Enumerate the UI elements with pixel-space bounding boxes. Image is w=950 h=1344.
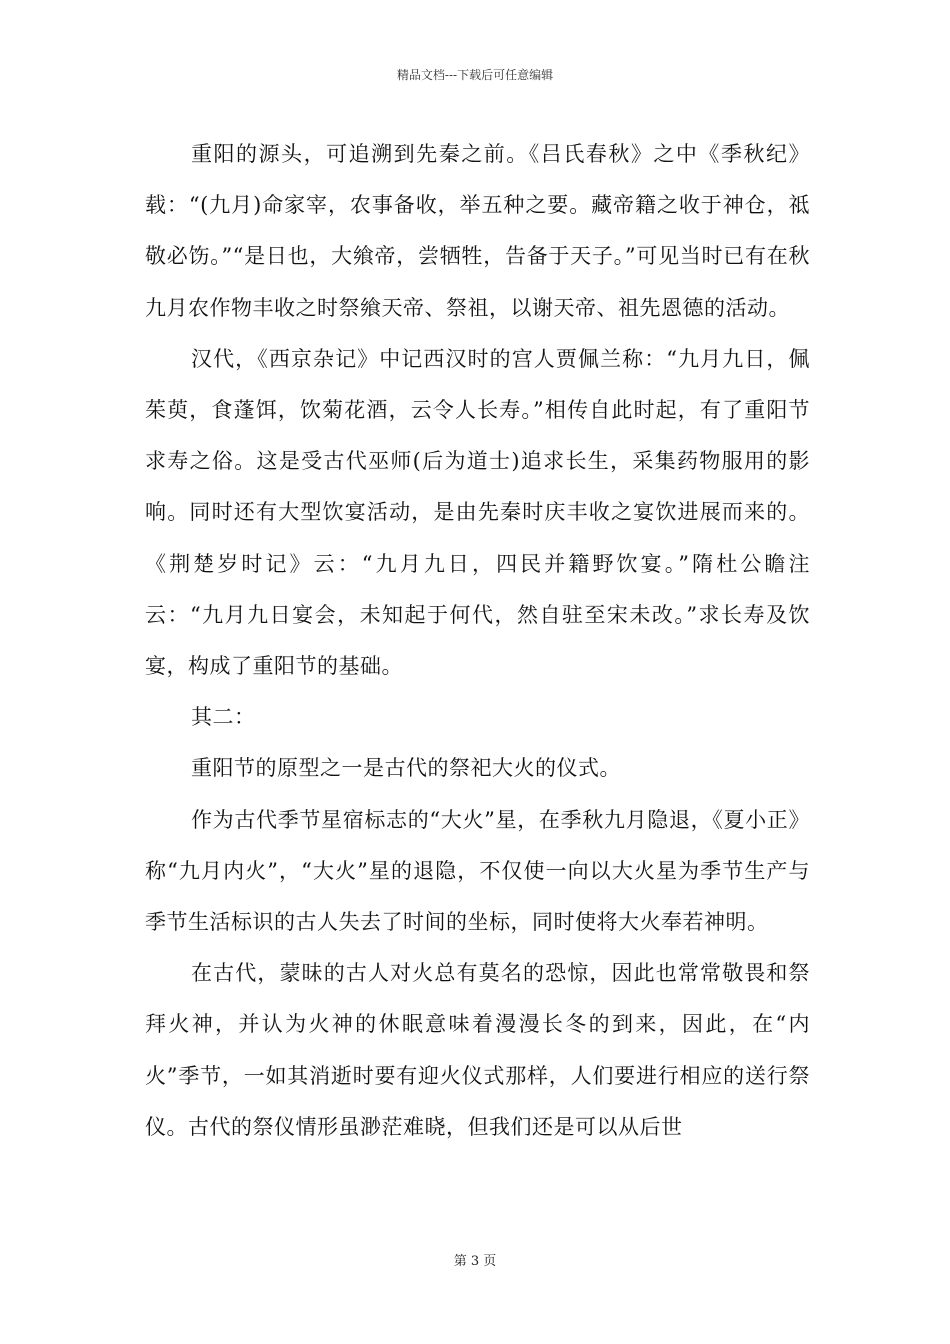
document-body [145, 129, 810, 1153]
paragraph-han-dynasty: 汉代，《西京杂记》中记西汉时的宫人贾佩兰称：“九月九日，佩茱萸，食蓬饵，饮菊花酒，云令人长寿。”相传自此时起，有了重阳节求寿之俗。这是受古代巫师(后为道士)追求长生，采集药物服用的影响。同时还有大型饮宴活动，是由先秦时庆丰收之宴饮进展而来的。《荆楚岁时记》云：“九月九日，四民并籍野饮宴。”隋杜公瞻注云：“九月九日宴会，未知起于何代，然自驻至宋未改。”求长寿及饮宴，构成了重阳节的基础。 [145, 346, 810, 679]
paragraph-fire-ritual: 重阳节的原型之一是古代的祭祀大火的仪式。 [191, 756, 621, 781]
paragraph-great-fire-star: 作为古代季节星宿标志的“大火”星，在季秋九月隐退，《夏小正》称“九月内火”，“大火”星的退隐，不仅使一向以大火星为季节生产与季节生活标识的古人失去了时间的坐标，同时使将大火奉若神明。 [145, 807, 810, 935]
paragraph-section-two-heading: 其二： [191, 705, 256, 730]
paragraph-fire-worship: 在古代，蒙昧的古人对火总有莫名的恐惊，因此也常常敬畏和祭拜火神，并认为火神的休眠意味着漫漫长冬的到来，因此，在“内火”季节，一如其消逝时要有迎火仪式那样，人们要进行相应的送行祭仪。古代的祭仪情形虽渺茫难晓，但我们还是可以从后世 [145, 961, 810, 1139]
page-number: 第 3 页 [453, 1254, 497, 1269]
page-header: 精品文档---下载后可任意编辑 [396, 68, 554, 82]
paragraph-origin: 重阳的源头，可追溯到先秦之前。《吕氏春秋》之中《季秋纪》载：“(九月)命家宰，农事备收，举五种之要。藏帝籍之收于神仓，祗敬必饬。”“是日也，大飨帝，尝牺牲，告备于天子。”可见当时已有在秋九月农作物丰收之时祭飨天帝、祭祖，以谢天帝、祖先恩德的活动。 [145, 142, 810, 320]
